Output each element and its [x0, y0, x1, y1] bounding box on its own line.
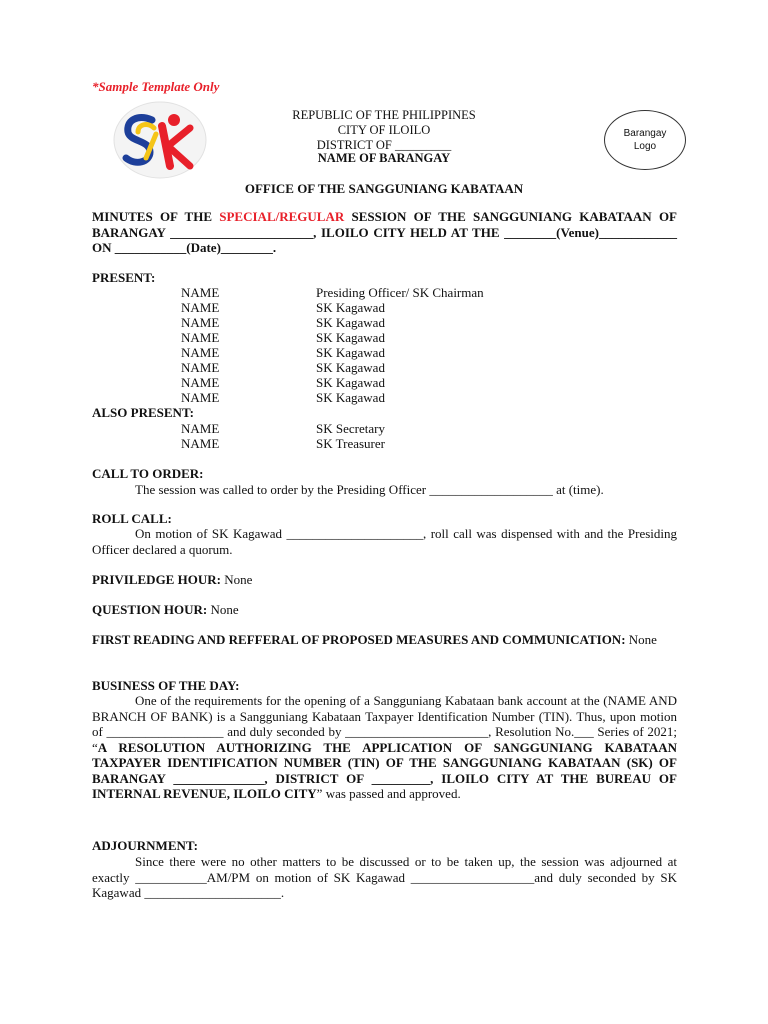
adjournment-label: ADJOURNMENT:: [92, 838, 198, 853]
first-reading-label: FIRST READING AND REFFERAL OF PROPOSED MEASURES AND COMMUNICATION:: [92, 632, 626, 647]
present-label: PRESENT:: [92, 270, 156, 285]
call-to-order-body: The session was called to order by the Presiding Officer ___________________ at (time).: [135, 482, 604, 497]
attendee-name: NAME: [181, 345, 220, 360]
also-present-label: ALSO PRESENT:: [92, 405, 194, 420]
question-hour-value: None: [207, 602, 239, 617]
attendee-name: NAME: [181, 436, 220, 451]
privilege-hour: [92, 572, 677, 588]
header-district: DISTRICT OF _________: [316, 138, 452, 152]
business-text: [92, 693, 677, 802]
resolution-title: A RESOLUTION AUTHORIZING THE APPLICATION OF SANGGUNIANG KABATAAN TAXPAYER IDENTIFICATION NUMBER (TIN) OF THE SANGGUNIANG KABATAAN (SK) OF BARANGAY ______________, DISTRICT OF _________, ILOILO CITY AT THE BUREAU OF INTERNAL REVENUE, ILOILO CITY: [92, 739, 677, 801]
header-city: CITY OF ILOILO: [337, 123, 431, 137]
minutes-heading: [92, 209, 677, 256]
attendee-position: SK Kagawad: [316, 375, 385, 390]
attendee-position: SK Kagawad: [316, 330, 385, 345]
minutes-text-1: MINUTES OF THE: [92, 209, 220, 224]
office-title: OFFICE OF THE SANGGUNIANG KABATAAN: [244, 181, 524, 196]
roll-call-body: On motion of SK Kagawad _____________________, roll call was dispensed with and the Presiding Officer declared a quorum.: [92, 526, 677, 557]
attendee-name: NAME: [181, 375, 220, 390]
session-type: SPECIAL/REGULAR: [219, 209, 345, 224]
attendee-name: NAME: [181, 300, 220, 315]
privilege-hour-value: None: [220, 572, 253, 587]
roll-call-text: [92, 526, 677, 557]
attendee-name: NAME: [181, 285, 220, 300]
barangay-logo-line1: Barangay: [623, 128, 667, 139]
attendee-position: SK Kagawad: [316, 345, 385, 360]
barangay-logo-placeholder: [604, 110, 686, 170]
attendee-name: NAME: [181, 421, 220, 436]
attendee-name: NAME: [181, 330, 220, 345]
attendee-position: SK Treasurer: [316, 436, 385, 451]
call-to-order-text: [92, 482, 677, 498]
first-reading-value: None: [625, 632, 657, 647]
attendee-position: SK Kagawad: [316, 300, 385, 315]
attendee-name: NAME: [181, 390, 220, 405]
attendee-name: NAME: [181, 315, 220, 330]
attendee-position: SK Kagawad: [316, 390, 385, 405]
question-hour-label: QUESTION HOUR:: [92, 602, 208, 617]
header-barangay: NAME OF BARANGAY: [317, 151, 451, 165]
sample-template-note: *Sample Template Only: [92, 79, 220, 94]
business-closing: ” was passed and approved.: [316, 786, 461, 801]
adjournment-body: Since there were no other matters to be discussed or to be taken up, the session was adjourned at exactly ___________AM/PM on motion of SK Kagawad ___________________and duly seconded by SK Kagawad _____________________.: [92, 854, 677, 900]
business-body: One of the requirements for the opening of a Sangguniang Kabataan bank account at the (NAME AND BRANCH OF BANK) is a Sangguniang Kabataan Taxpayer Identification Number (TIN). Thus, upon motion of __________________ and duly seconded by ______________________, Resolution No.___ Series of 2021; “: [92, 693, 677, 755]
question-hour: [92, 602, 677, 618]
attendee-position: SK Kagawad: [316, 315, 385, 330]
roll-call-label: ROLL CALL:: [92, 511, 172, 526]
header-republic: REPUBLIC OF THE PHILIPPINES: [292, 108, 476, 122]
first-reading: [92, 632, 677, 648]
barangay-logo-line2: Logo: [633, 141, 657, 152]
attendee-name: NAME: [181, 360, 220, 375]
call-to-order-label: CALL TO ORDER:: [92, 466, 204, 481]
adjournment-text: [92, 854, 677, 901]
business-label: BUSINESS OF THE DAY:: [92, 678, 240, 693]
attendee-position: SK Secretary: [316, 421, 385, 436]
attendee-position: SK Kagawad: [316, 360, 385, 375]
minutes-text-2: SESSION OF THE SANGGUNIANG KABATAAN OF BARANGAY ______________________, ILOILO CITY HELD AT THE ________(Venue)____________ ON ___________(Date)________.: [92, 209, 677, 255]
attendee-position: Presiding Officer/ SK Chairman: [316, 285, 484, 300]
privilege-hour-label: PRIVILEDGE HOUR:: [92, 572, 221, 587]
